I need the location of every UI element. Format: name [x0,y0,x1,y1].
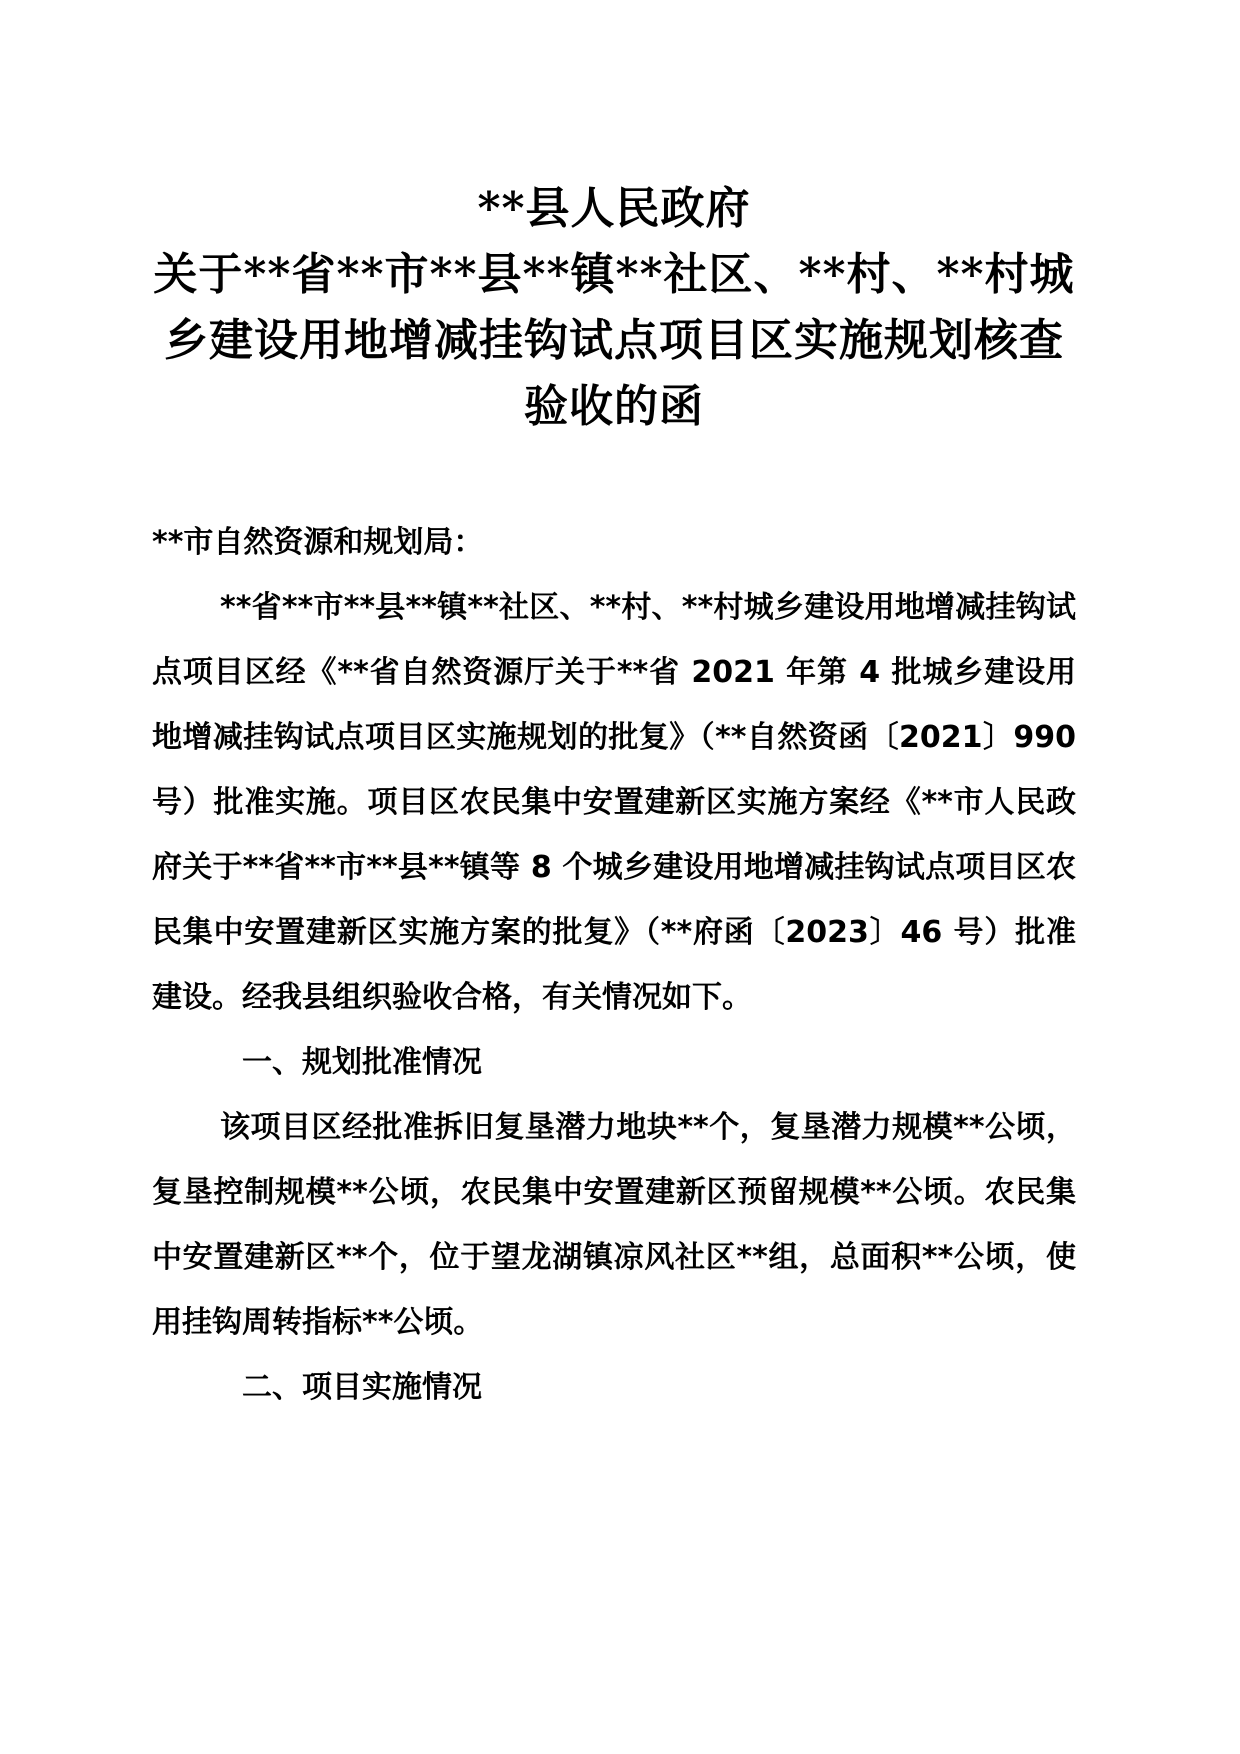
salutation: **市自然资源和规划局： [152,525,484,560]
document-body [152,510,1076,1420]
title-line-3: 乡建设用地增减挂钩试点项目区实施规划核查 [164,315,1064,366]
title-line-2: 关于**省**市**县**镇**社区、**村、**村城 [153,249,1075,300]
paragraph-plan-approval: 该项目区经批准拆旧复垦潜力地块**个，复垦潜力规模**公顷，复垦控制规模**公顷，农民集中安置建新区预留规模**公顷。农民集中安置建新区**个，位于望龙湖镇凉风社区**组，总面积**公顷，使用挂钩周转指标**公顷。 [152,1110,1076,1340]
section-heading-implementation: 二、项目实施情况 [242,1370,482,1405]
title-line-4: 验收的函 [524,381,704,432]
document-title [152,176,1076,440]
section-heading-plan-approval: 一、规划批准情况 [242,1045,482,1080]
title-line-1: **县人民政府 [477,183,751,234]
paragraph-intro: **省**市**县**镇**社区、**村、**村城乡建设用地增减挂钩试点项目区经《**省自然资源厅关于**省 2021 年第 4 批城乡建设用地增减挂钩试点项目区实施规划的批复》（**自然资函〔2021〕990 号）批准实施。项目区农民集中安置建新区实施方案经《**市人民政府关于**省**市**县**镇等 8 个城乡建设用地增减挂钩试点项目区农民集中安置建新区实施方案的批复》（**府函〔2023〕46 号）批准建设。经我县组织验收合格，有关情况如下。 [152,590,1076,1015]
